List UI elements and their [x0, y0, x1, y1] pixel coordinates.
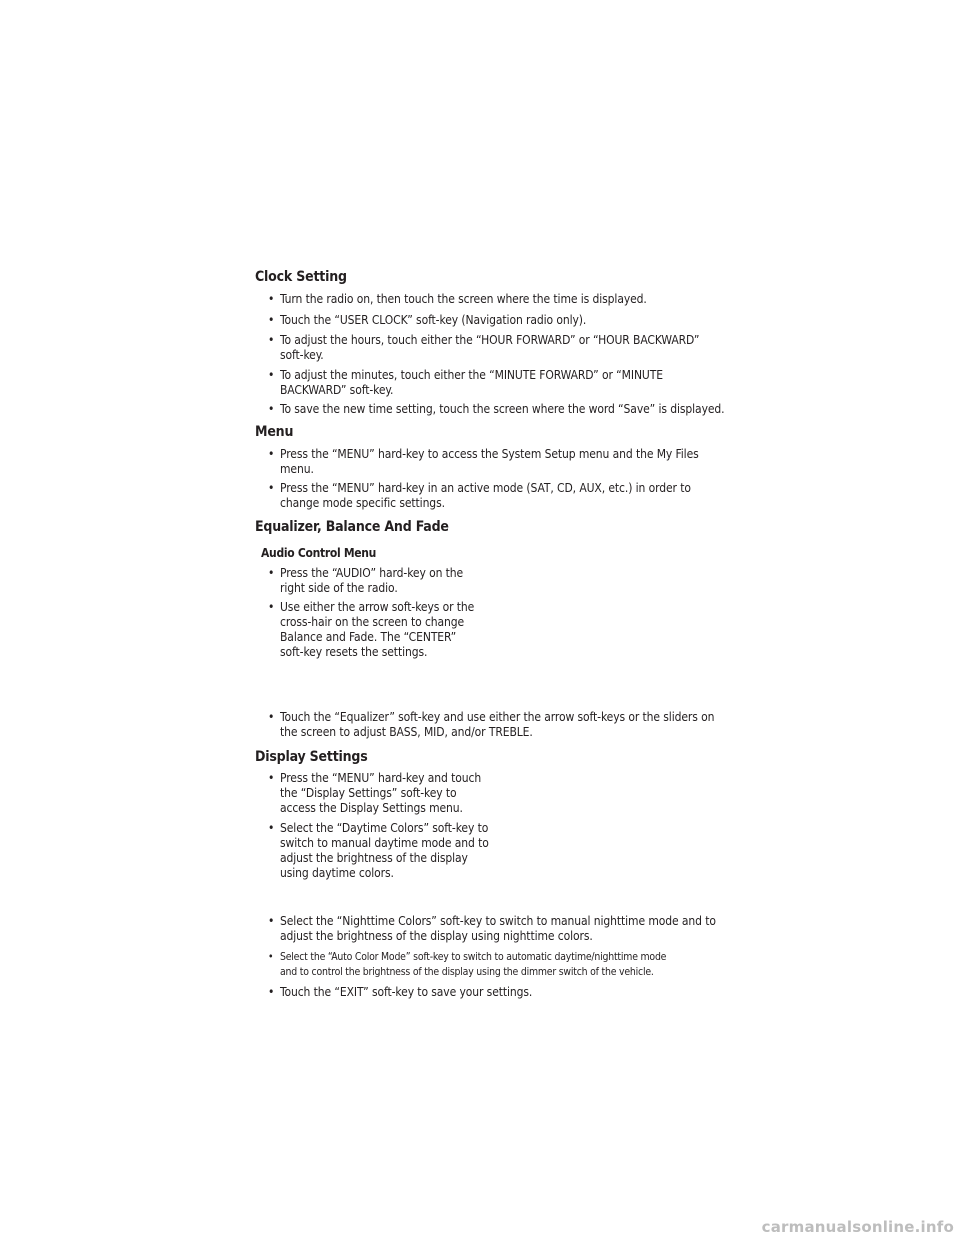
equalizer-heading: Equalizer, Balance And Fade	[255, 519, 449, 535]
display-settings-heading: Display Settings	[255, 749, 368, 765]
bullet-text-line3: Balance and Fade. The “CENTER”	[280, 630, 457, 644]
bullet-dot: •	[268, 313, 275, 327]
bullet-text-line2: the screen to adjust BASS, MID, and/or TREBLE.	[280, 725, 533, 739]
bullet-dot: •	[268, 914, 275, 928]
bullet-text-line2: soft-key.	[280, 348, 324, 362]
clock-bullet-5	[268, 402, 724, 417]
bullet-dot: •	[268, 292, 275, 306]
bullet-text: Touch the “EXIT” soft-key to save your settings.	[280, 985, 533, 999]
bullet-text: Press the “MENU” hard-key in an active mode (SAT, CD, AUX, etc.) in order to	[280, 481, 691, 495]
bullet-text: Use either the arrow soft-keys or the	[280, 600, 475, 614]
bullet-text: Touch the “Equalizer” soft-key and use either the arrow soft-keys or the sliders on	[280, 710, 715, 724]
bullet-dot: •	[268, 447, 275, 461]
bullet-dot: •	[268, 333, 275, 347]
bullet-text: To save the new time setting, touch the screen where the word “Save” is displayed.	[280, 402, 725, 416]
bullet-text-line2: menu.	[280, 462, 314, 476]
bullet-text: Press the “AUDIO” hard-key on the	[280, 566, 464, 580]
clock-bullet-3	[268, 333, 699, 363]
clock-bullet-4	[268, 368, 663, 398]
bullet-dot: •	[268, 710, 275, 724]
display-bullet-4	[268, 950, 666, 980]
bullet-text-line4: soft-key resets the settings.	[280, 645, 428, 659]
bullet-text: Press the “MENU” hard-key to access the System Setup menu and the My Files	[280, 447, 699, 461]
menu-bullet-1	[268, 447, 699, 477]
bullet-text-line2: right side of the radio.	[280, 581, 398, 595]
display-bullet-2	[268, 821, 489, 881]
bullet-dot: •	[268, 771, 275, 785]
equalizer-bullet-1	[268, 566, 463, 596]
site-watermark: carmanualsonline.info	[761, 1218, 954, 1236]
equalizer-bullet-2	[268, 600, 474, 660]
bullet-text: To adjust the minutes, touch either the “MINUTE FORWARD” or “MINUTE	[280, 368, 663, 382]
bullet-text-line3: adjust the brightness of the display	[280, 851, 468, 865]
bullet-text-line2: and to control the brightness of the display using the dimmer switch of the vehicle.	[280, 966, 654, 978]
bullet-text-line2: switch to manual daytime mode and to	[280, 836, 489, 850]
bullet-text-line2: adjust the brightness of the display using nighttime colors.	[280, 929, 593, 943]
bullet-text: Press the “MENU” hard-key and touch	[280, 771, 482, 785]
audio-control-menu-subheading: Audio Control Menu	[261, 546, 377, 560]
bullet-dot: •	[268, 821, 275, 835]
display-bullet-3	[268, 914, 716, 944]
equalizer-bullet-3	[268, 710, 714, 740]
bullet-text: Select the “Daytime Colors” soft-key to	[280, 821, 489, 835]
bullet-dot: •	[268, 566, 275, 580]
bullet-text: To adjust the hours, touch either the “HOUR FORWARD” or “HOUR BACKWARD”	[280, 333, 700, 347]
bullet-dot: •	[268, 985, 275, 999]
bullet-text-line2: cross-hair on the screen to change	[280, 615, 465, 629]
menu-bullet-2	[268, 481, 691, 511]
clock-bullet-1	[268, 292, 647, 307]
display-bullet-1	[268, 771, 481, 816]
bullet-text: Select the “Auto Color Mode” soft-key to switch to automatic daytime/nighttime mode	[280, 951, 667, 963]
bullet-text-line4: using daytime colors.	[280, 866, 394, 880]
bullet-dot: •	[268, 368, 275, 382]
bullet-dot: •	[268, 481, 275, 495]
bullet-text-line2: the “Display Settings” soft-key to	[280, 786, 457, 800]
bullet-text: Turn the radio on, then touch the screen where the time is displayed.	[280, 292, 647, 306]
bullet-dot: •	[268, 600, 275, 614]
bullet-dot: •	[268, 402, 275, 416]
bullet-text-line2: change mode specific settings.	[280, 496, 445, 510]
bullet-dot: •	[268, 951, 274, 963]
bullet-text-line3: access the Display Settings menu.	[280, 801, 463, 815]
clock-setting-heading: Clock Setting	[255, 269, 347, 285]
bullet-text-line2: BACKWARD” soft-key.	[280, 383, 394, 397]
bullet-text: Select the “Nighttime Colors” soft-key to switch to manual nighttime mode and to	[280, 914, 716, 928]
bullet-text: Touch the “USER CLOCK” soft-key (Navigation radio only).	[280, 313, 587, 327]
clock-bullet-2	[268, 313, 586, 328]
menu-heading: Menu	[255, 424, 294, 440]
display-bullet-5	[268, 985, 532, 1000]
